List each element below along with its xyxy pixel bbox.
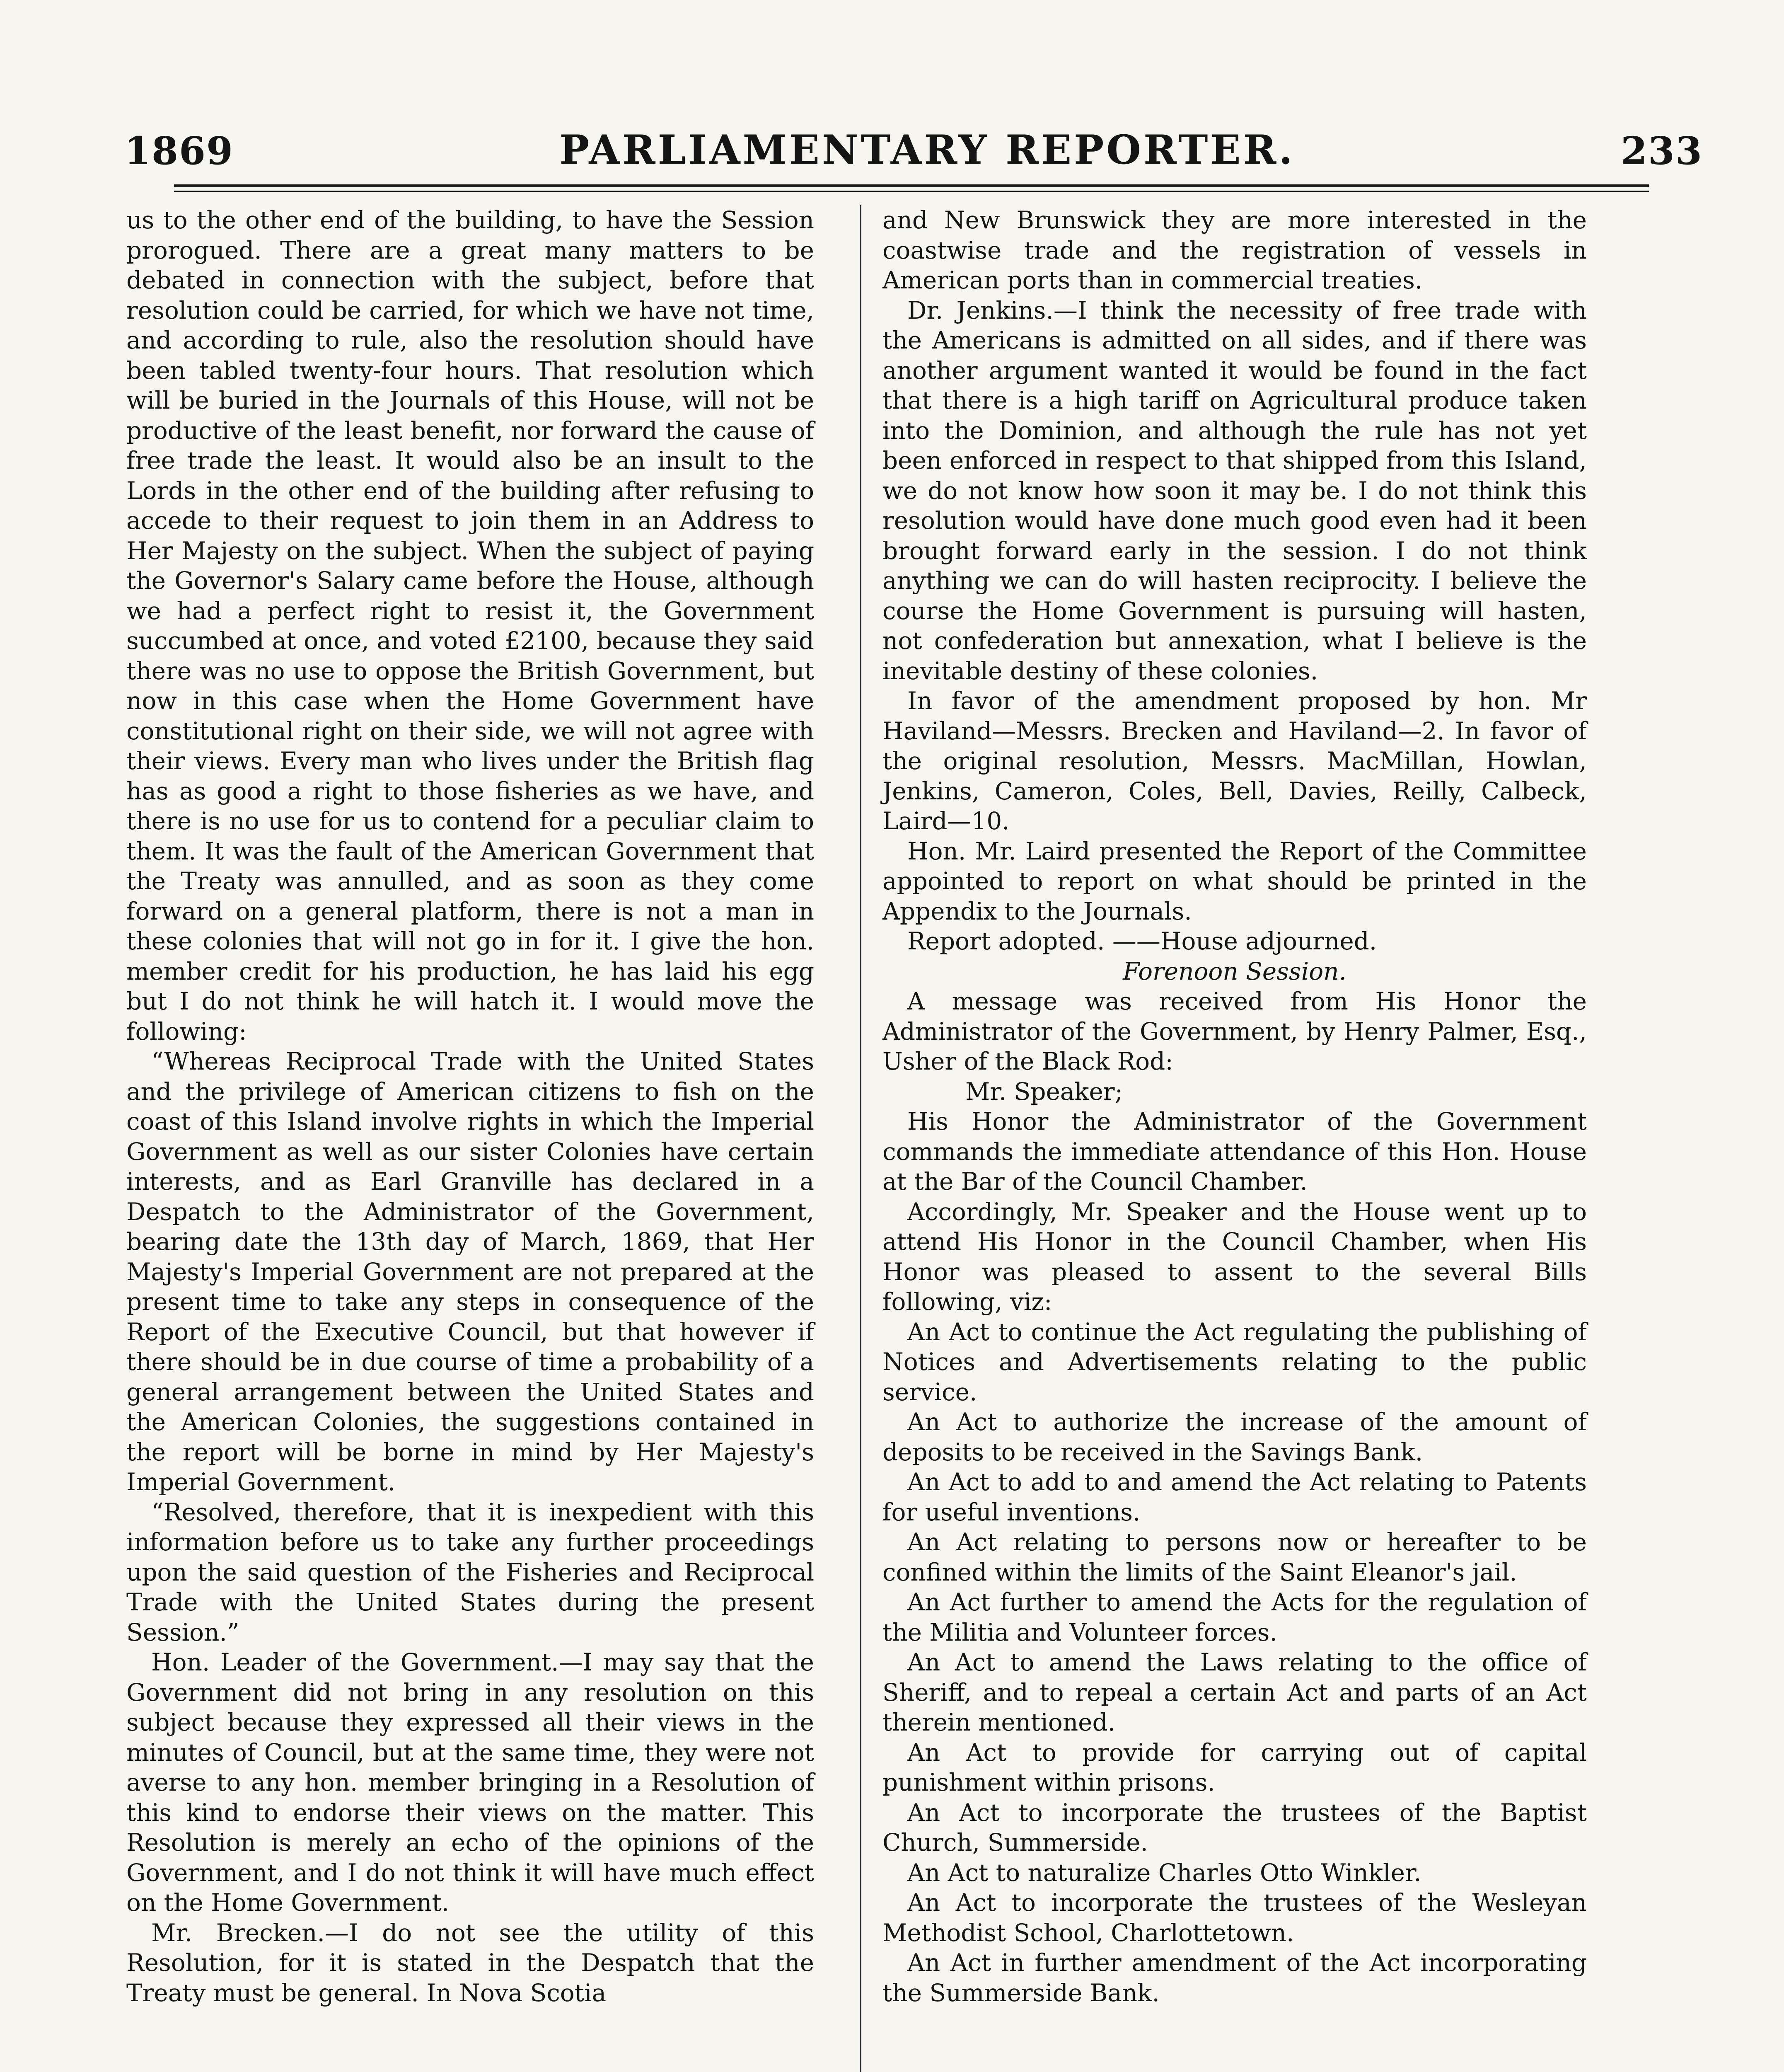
list-item: An Act to incorporate the trustees of the Wesleyan Methodist School, Charlottetown. <box>882 1888 1587 1947</box>
list-item: An Act in further amendment of the Act incorporating the Summerside Bank. <box>882 1949 1587 2007</box>
paragraph: Report adopted. ——House adjourned. <box>907 927 1377 955</box>
column-divider <box>860 205 861 2072</box>
list-item: An Act relating to persons now or hereafter to be confined within the limits of the Saint Eleanor's jail. <box>882 1528 1587 1586</box>
paragraph: A message was received from His Honor the Administrator of the Government, by Henry Palmer, Esq., Usher of the Black Rod: <box>882 987 1587 1075</box>
list-item: An Act to add to and amend the Act relating to Patents for useful inventions. <box>882 1468 1587 1526</box>
list-item: An Act to amend the Laws relating to the office of Sheriff, and to repeal a certain Act and parts of an Act therein mentioned. <box>882 1648 1587 1736</box>
header-year: 1869 <box>124 128 234 173</box>
right-column <box>882 205 1587 2008</box>
section-heading: Forenoon Session. <box>1123 957 1346 985</box>
paragraph: In favor of the amendment proposed by hon. Mr Haviland—Messrs. Brecken and Haviland—2. In favor of the original resolution, Messrs. MacMillan, Howlan, Jenkins, Cameron, Coles, Bell, Davies, Reilly, Calbeck, Laird—10. <box>882 687 1587 835</box>
paragraph: His Honor the Administrator of the Government commands the immediate attendance of this Hon. House at the Bar of the Council Chamber. <box>882 1107 1587 1196</box>
left-column <box>126 205 814 2008</box>
paragraph: Accordingly, Mr. Speaker and the House went up to attend His Honor in the Council Chamber, when His Honor was pleased to assent to the several Bills following, viz: <box>882 1197 1587 1316</box>
list-item: An Act further to amend the Acts for the regulation of the Militia and Volunteer forces. <box>882 1588 1587 1646</box>
list-item: An Act to incorporate the trustees of the Baptist Church, Summerside. <box>882 1798 1587 1857</box>
list-item: An Act to continue the Act regulating the publishing of Notices and Advertisements relating to the public service. <box>882 1317 1587 1406</box>
header-rule <box>174 184 1649 192</box>
paragraph: Hon. Mr. Laird presented the Report of the Committee appointed to report on what should be printed in the Appendix to the Journals. <box>882 837 1587 925</box>
page-number: 233 <box>1620 128 1703 173</box>
paragraph: Mr. Speaker; <box>965 1077 1123 1106</box>
paragraph: Dr. Jenkins.—I think the necessity of free trade with the Americans is admitted on all sides, and if there was another argument wanted it would be found in the fact that there is a high tariff on Agricultural produce taken into the Dominion, and although the rule has not yet been enforced in respect to that shipped from this Island, we do not know how soon it may be. I do not think this resolution would have done much good even had it been brought forward early in the session. I do not think anything we can do will hasten reciprocity. I believe the course the Home Government is pursuing will hasten, not confederation but annexation, what I believe is the inevitable destiny of these colonies. <box>882 296 1587 685</box>
paragraph: Hon. Leader of the Government.—I may say that the Government did not bring in any resolution on this subject because they expressed all their views in the minutes of Council, but at the same time, they were not averse to any hon. member bringing in a Resolution of this kind to endorse their views on the matter. This Resolution is merely an echo of the opinions of the Government, and I do not think it will have much effect on the Home Government. <box>126 1648 814 1917</box>
paragraph: “Whereas Reciprocal Trade with the United States and the privilege of American citizens to fish on the coast of this Island involve rights in which the Imperial Government as well as our sister Colonies have certain interests, and as Earl Granville has declared in a Despatch to the Administrator of the Government, bearing date the 13th day of March, 1869, that Her Majesty's Imperial Government are not prepared at the present time to take any steps in consequence of the Report of the Executive Council, but that however if there should be in due course of time a probability of a general arrangement between the United States and the American Colonies, the suggestions contained in the report will be borne in mind by Her Majesty's Imperial Government. <box>126 1047 814 1496</box>
list-item: An Act to provide for carrying out of capital punishment within prisons. <box>882 1738 1587 1796</box>
list-item: An Act to authorize the increase of the amount of deposits to be received in the Savings Bank. <box>882 1408 1587 1466</box>
list-item: An Act to naturalize Charles Otto Winkler. <box>907 1858 1421 1887</box>
paragraph: “Resolved, therefore, that it is inexpedient with this information before us to take any further proceedings upon the said question of the Fisheries and Reciprocal Trade with the United States during the present Session.” <box>126 1498 814 1646</box>
paragraph: and New Brunswick they are more interested in the coastwise trade and the registration of vessels in American ports than in commercial treaties. <box>882 206 1587 294</box>
page-header <box>124 111 1703 173</box>
paragraph: us to the other end of the building, to have the Session prorogued. There are a great many matters to be debated in connection with the subject, before that resolution could be carried, for which we have not time, and according to rule, also the resolution should have been tabled twenty-four hours. That resolution which will be buried in the Journals of this House, will not be productive of the least benefit, nor forward the cause of free trade the least. It would also be an insult to the Lords in the other end of the building after refusing to accede to their request to join them in an Address to Her Majesty on the subject. When the subject of paying the Governor's Salary came before the House, although we had a perfect right to resist it, the Government succumbed at once, and voted £2100, because they said there was no use to oppose the British Government, but now in this case when the Home Government have constitutional right on their side, we will not agree with their views. Every man who lives under the British flag has as good a right to those fisheries as we have, and there is no use for us to contend for a peculiar claim to them. It was the fault of the American Government that the Treaty was annulled, and as soon as they come forward on a general platform, there is not a man in these colonies that will not go in for it. I give the hon. member credit for his production, he has laid his egg but I do not think he will hatch it. I would move the following: <box>126 206 814 1046</box>
header-title: PARLIAMENTARY REPORTER. <box>559 126 1295 173</box>
paragraph: Mr. Brecken.—I do not see the utility of this Resolution, for it is stated in the Despatch that the Treaty must be general. In Nova Scotia <box>126 1918 814 2007</box>
